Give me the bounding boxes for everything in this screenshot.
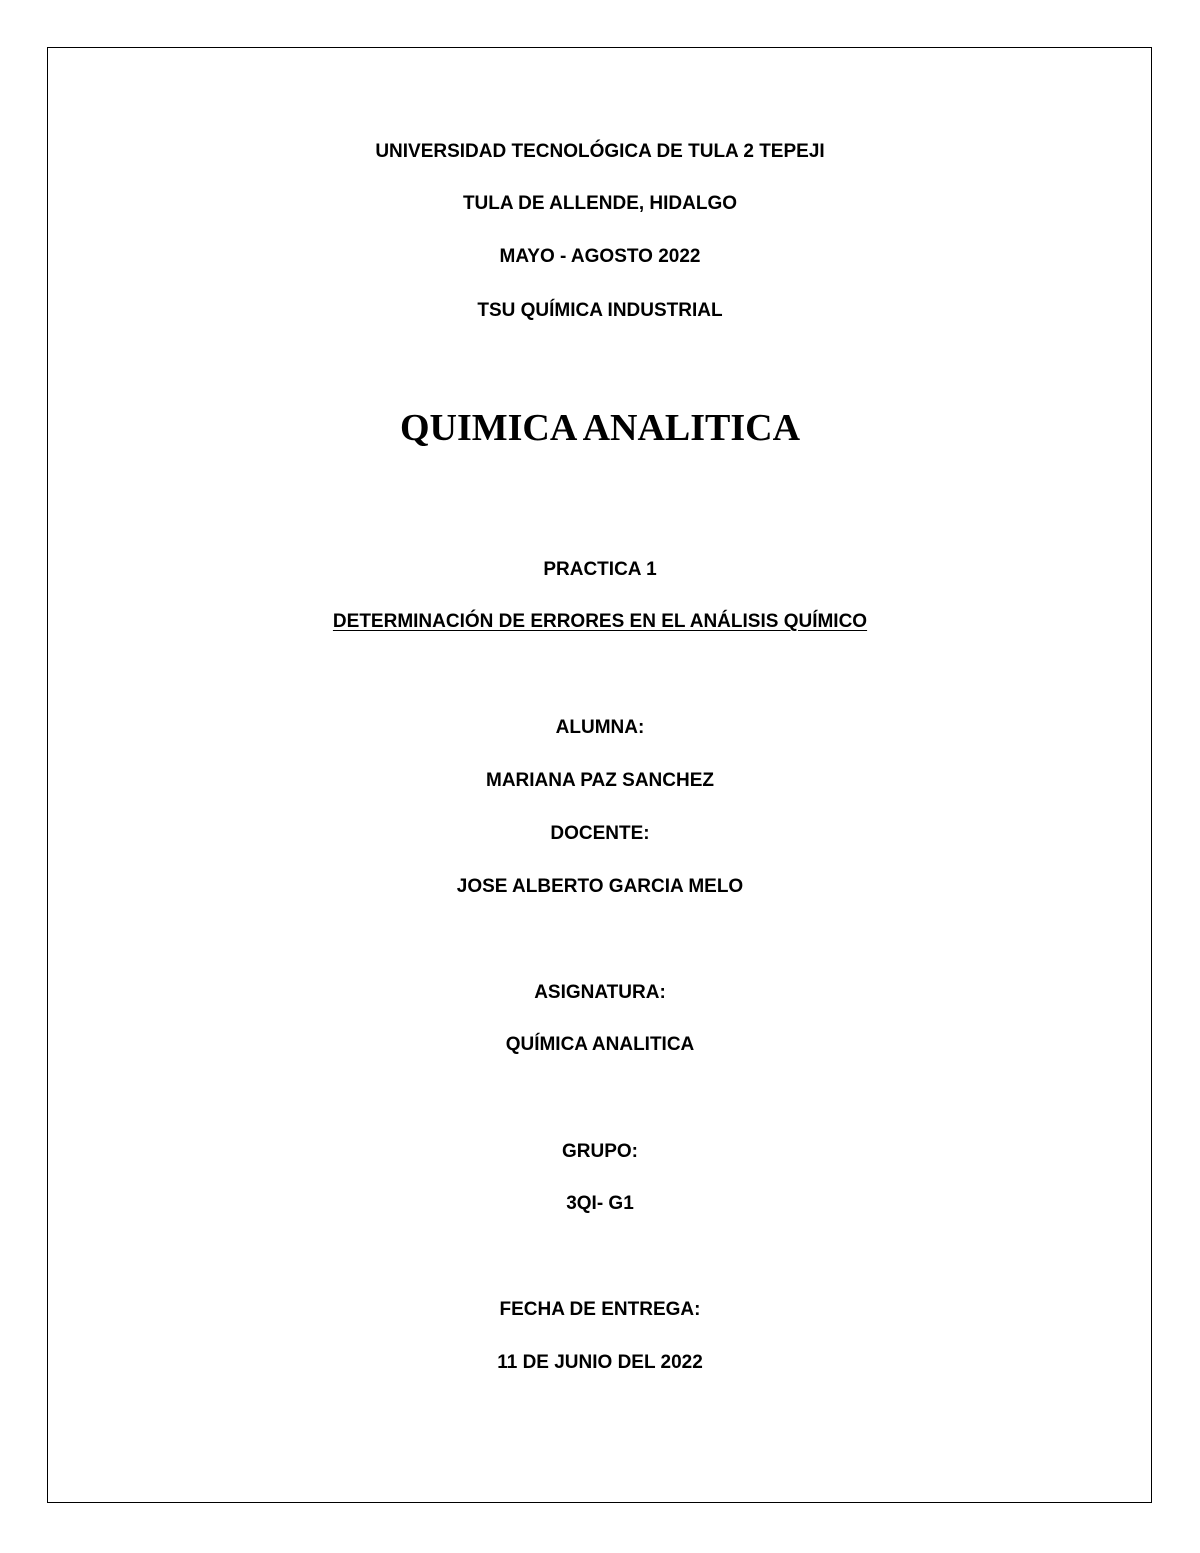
teacher-name: JOSE ALBERTO GARCIA MELO xyxy=(456,876,744,897)
teacher-label: DOCENTE: xyxy=(550,823,650,844)
program-name: TSU QUÍMICA INDUSTRIAL xyxy=(477,300,723,321)
practice-name: DETERMINACIÓN DE ERRORES EN EL ANÁLISIS QUÍMICO xyxy=(332,611,868,632)
group-label: GRUPO: xyxy=(562,1141,638,1162)
delivery-date: 11 DE JUNIO DEL 2022 xyxy=(497,1352,703,1373)
location: TULA DE ALLENDE, HIDALGO xyxy=(462,193,738,214)
delivery-label: FECHA DE ENTREGA: xyxy=(499,1299,701,1320)
student-label: ALUMNA: xyxy=(555,717,645,738)
subject-name: QUÍMICA ANALITICA xyxy=(505,1034,695,1055)
group-name: 3QI- G1 xyxy=(566,1193,634,1214)
practice-label: PRACTICA 1 xyxy=(543,559,657,580)
subject-label: ASIGNATURA: xyxy=(534,982,666,1003)
university-name: UNIVERSIDAD TECNOLÓGICA DE TULA 2 TEPEJI xyxy=(375,141,825,162)
document-title: QUIMICA ANALITICA xyxy=(399,407,801,449)
student-name: MARIANA PAZ SANCHEZ xyxy=(486,770,714,791)
academic-period: MAYO - AGOSTO 2022 xyxy=(499,246,701,267)
